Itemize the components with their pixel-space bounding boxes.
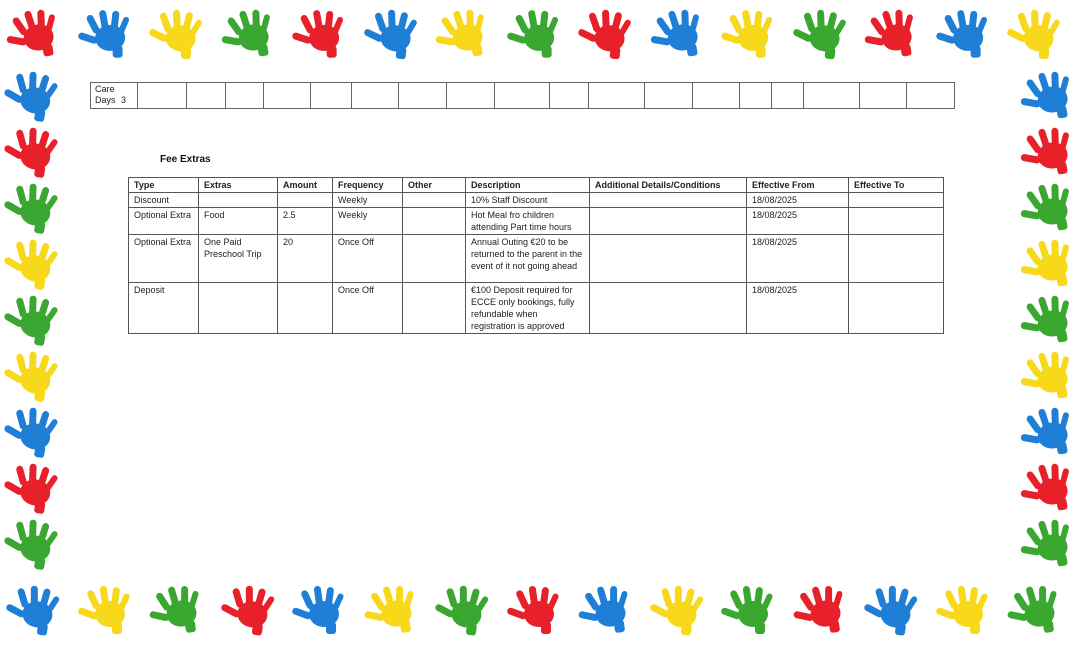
handprint-icon xyxy=(0,457,68,519)
table-cell: 18/08/2025 xyxy=(747,208,849,235)
handprint-icon xyxy=(429,3,499,65)
empty-cell xyxy=(550,83,589,109)
handprint-icon xyxy=(144,580,213,640)
handprint-icon xyxy=(358,580,427,640)
handprint-icon xyxy=(144,5,211,63)
empty-cell xyxy=(187,83,226,109)
empty-cell xyxy=(860,83,907,109)
empty-cell xyxy=(495,83,550,109)
table-cell xyxy=(590,208,747,235)
empty-cell xyxy=(693,83,740,109)
handprint-icon xyxy=(1002,5,1069,63)
table-cell: 18/08/2025 xyxy=(747,193,849,208)
handprint-icon xyxy=(1014,345,1084,407)
table-cell: Hot Meal fro children attending Part time hours xyxy=(466,208,590,235)
table-cell: Weekly xyxy=(333,193,403,208)
handprint-icon xyxy=(1014,289,1084,351)
empty-cell xyxy=(740,83,772,109)
handprint-icon xyxy=(788,5,855,63)
care-days-row xyxy=(91,83,955,109)
table-cell: 10% Staff Discount xyxy=(466,193,590,208)
handprint-icon xyxy=(934,584,996,636)
table-cell xyxy=(403,235,466,283)
table-cell xyxy=(849,193,944,208)
table-cell xyxy=(199,193,278,208)
handprint-icon xyxy=(75,7,139,61)
table-cell: Optional Extra xyxy=(129,235,199,283)
table-cell xyxy=(590,283,747,334)
table-cell: €100 Deposit required for ECCE only bookings, fully refundable when registration is approved xyxy=(466,283,590,334)
table-cell: 2.5 xyxy=(278,208,333,235)
handprint-icon xyxy=(290,584,352,636)
column-header: Additional Details/Conditions xyxy=(590,178,747,193)
table-cell xyxy=(590,235,747,283)
table-cell xyxy=(403,283,466,334)
handprint-icon xyxy=(1014,457,1084,519)
handprint-icon xyxy=(643,3,713,65)
empty-cell xyxy=(352,83,399,109)
handprint-icon xyxy=(0,513,68,575)
care-days-label: Care Days xyxy=(95,84,116,105)
table-cell: Annual Outing €20 to be returned to the parent in the event of it not going ahead xyxy=(466,235,590,283)
handprint-icon xyxy=(0,3,70,65)
empty-cell xyxy=(645,83,693,109)
table-row xyxy=(129,235,944,283)
handprint-icon xyxy=(1002,580,1071,640)
column-header: Effective From xyxy=(747,178,849,193)
table-cell xyxy=(849,208,944,235)
column-header: Amount xyxy=(278,178,333,193)
handprint-icon xyxy=(1014,121,1084,183)
fee-extras-table xyxy=(128,177,944,334)
handprint-icon xyxy=(214,3,284,65)
handprint-icon xyxy=(504,7,568,61)
handprint-icon xyxy=(289,7,353,61)
table-cell: Discount xyxy=(129,193,199,208)
handprint-icon xyxy=(933,7,997,61)
fee-extras-body xyxy=(129,193,944,334)
table-cell xyxy=(849,235,944,283)
empty-cell xyxy=(804,83,860,109)
handprint-icon xyxy=(719,584,781,636)
handprint-icon xyxy=(0,289,68,351)
empty-cell xyxy=(399,83,447,109)
handprint-icon xyxy=(359,5,426,63)
empty-cell xyxy=(138,83,187,109)
handprint-icon xyxy=(1014,233,1084,295)
care-days-cell xyxy=(91,83,138,109)
column-header: Type xyxy=(129,178,199,193)
table-cell: Optional Extra xyxy=(129,208,199,235)
table-cell: Food xyxy=(199,208,278,235)
handprint-icon xyxy=(0,121,68,183)
handprint-icon xyxy=(718,7,782,61)
handprint-icon xyxy=(1,580,70,640)
handprint-icon xyxy=(1014,65,1084,127)
empty-cell xyxy=(264,83,311,109)
table-row xyxy=(129,193,944,208)
table-cell: 18/08/2025 xyxy=(747,235,849,283)
empty-cell xyxy=(447,83,495,109)
care-days-value: 3 xyxy=(121,95,127,105)
fee-extras-header-row xyxy=(129,178,944,193)
table-cell: One Paid Preschool Trip xyxy=(199,235,278,283)
table-cell xyxy=(278,283,333,334)
table-row xyxy=(129,283,944,334)
handprint-icon xyxy=(0,65,68,127)
empty-cell xyxy=(589,83,645,109)
table-cell xyxy=(849,283,944,334)
handprint-icon xyxy=(859,580,928,640)
handprint-icon xyxy=(430,580,499,640)
table-cell: Once Off xyxy=(333,283,403,334)
column-header: Effective To xyxy=(849,178,944,193)
handprint-icon xyxy=(0,401,68,463)
handprint-icon xyxy=(0,233,68,295)
handprint-icon xyxy=(573,5,640,63)
table-row xyxy=(129,208,944,235)
table-cell xyxy=(403,208,466,235)
table-cell xyxy=(278,193,333,208)
table-cell: 18/08/2025 xyxy=(747,283,849,334)
care-days-table xyxy=(90,82,955,109)
handprint-icon xyxy=(573,580,642,640)
table-cell: Once Off xyxy=(333,235,403,283)
handprint-icon xyxy=(1014,513,1084,575)
empty-cell xyxy=(772,83,804,109)
column-header: Other xyxy=(403,178,466,193)
column-header: Frequency xyxy=(333,178,403,193)
table-cell xyxy=(199,283,278,334)
table-cell: 20 xyxy=(278,235,333,283)
empty-cell xyxy=(907,83,955,109)
handprint-icon xyxy=(787,580,856,640)
handprint-icon xyxy=(858,3,928,65)
table-cell xyxy=(403,193,466,208)
handprint-icon xyxy=(76,584,138,636)
column-header: Description xyxy=(466,178,590,193)
column-header: Extras xyxy=(199,178,278,193)
table-cell: Deposit xyxy=(129,283,199,334)
handprint-icon xyxy=(1014,177,1084,239)
handprint-icon xyxy=(644,580,713,640)
table-cell xyxy=(590,193,747,208)
empty-cell xyxy=(226,83,264,109)
table-cell: Weekly xyxy=(333,208,403,235)
handprint-icon xyxy=(0,345,68,407)
fee-extras-title: Fee Extras xyxy=(160,154,211,165)
empty-cell xyxy=(311,83,352,109)
handprint-icon xyxy=(215,580,284,640)
handprint-icon xyxy=(0,177,68,239)
handprint-icon xyxy=(505,584,567,636)
handprint-icon xyxy=(1014,401,1084,463)
